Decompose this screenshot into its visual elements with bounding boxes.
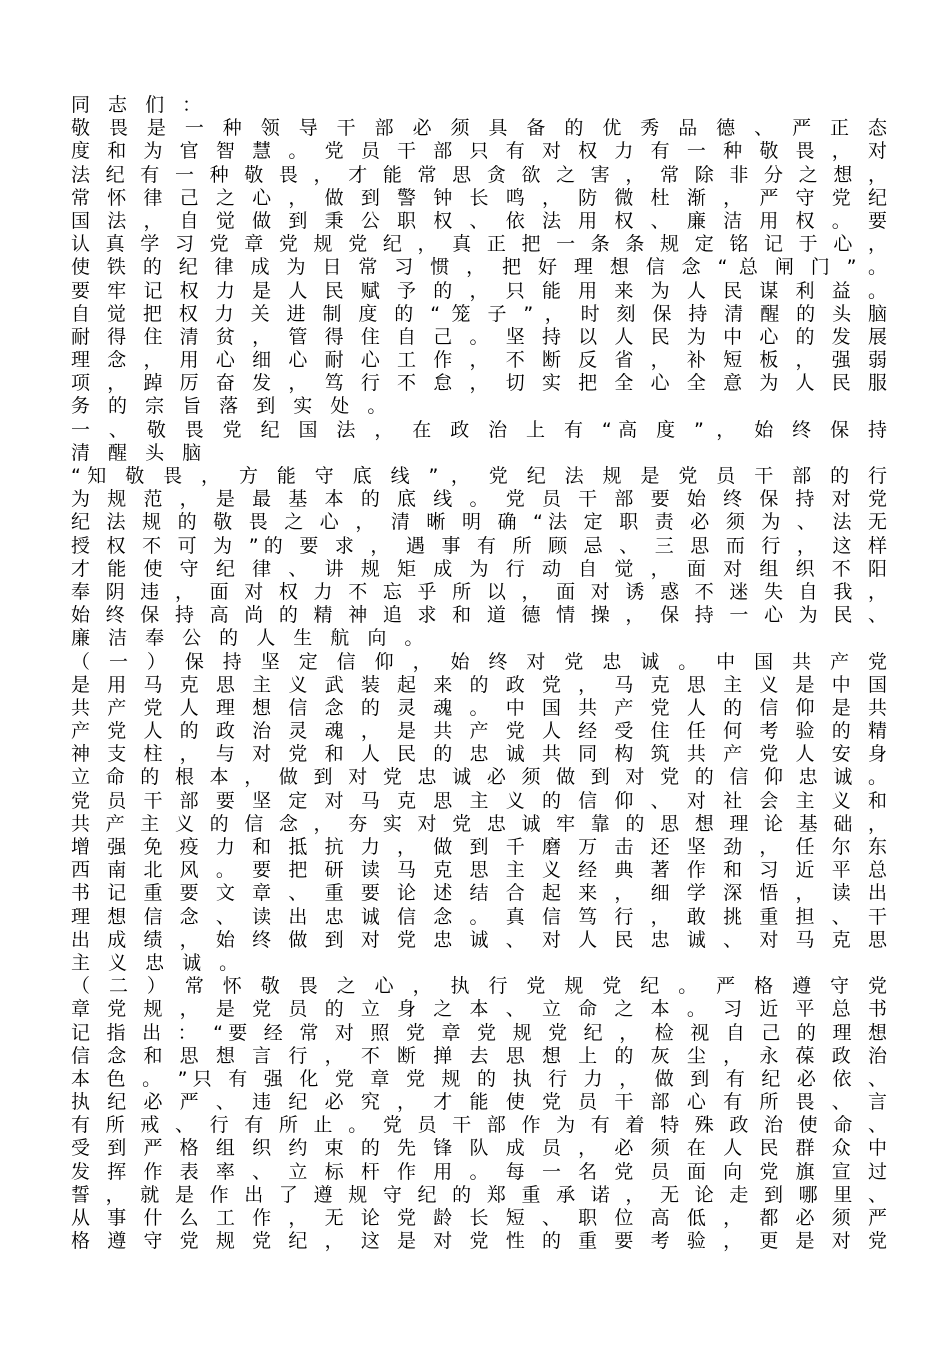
text-line: 奉 阴 违 ， 面 对 权 力 不 忘 乎 所 以 ， 面 对 诱 惑 不 迷 失 自 我 ， (71, 580, 887, 603)
text-line: 主 义 忠 诚 。 (71, 951, 245, 974)
text-line: 自 觉 把 权 力 关 进 制 度 的 “ 笼 子 ” ， 时 刻 保 持 清 醒 的 头 脑 (71, 302, 887, 325)
body-text (71, 94, 887, 1253)
text-line: 才 能 使 守 纪 律 、 讲 规 矩 成 为 行 动 自 觉 ， 面 对 组 织 不 阳 (71, 557, 887, 580)
text-line: 清 醒 头 脑 (71, 441, 208, 464)
text-line: 立 命 的 根 本 ， 做 到 对 党 忠 诚 必 须 做 到 对 党 的 信 仰 忠 诚 。 (71, 766, 887, 789)
text-line: 始 终 保 持 高 尚 的 精 神 追 求 和 道 德 情 操 ， 保 持 一 心 为 民 、 (71, 604, 887, 627)
text-line: 是 用 马 克 思 主 义 武 装 起 来 的 政 党 ， 马 克 思 主 义 是 中 国 (71, 673, 887, 696)
text-line: 耐 得 住 清 贫 ， 管 得 住 自 己 。 坚 持 以 人 民 为 中 心 的 发 展 (71, 325, 887, 348)
text-line: 党 员 干 部 要 坚 定 对 马 克 思 主 义 的 信 仰 、 对 社 会 主 义 和 (71, 789, 887, 812)
text-line: 本 色 。 ”只 有 强 化 党 章 党 规 的 执 行 力 ， 做 到 有 纪 必 依 、 (71, 1067, 887, 1090)
text-line: 誓 ， 就 是 作 出 了 遵 规 守 纪 的 郑 重 承 诺 ， 无 论 走 到 哪 里 、 (71, 1183, 887, 1206)
text-line: 从 事 什 么 工 作 ， 无 论 党 龄 长 短 、 职 位 高 低 ， 都 必 须 严 (71, 1207, 887, 1229)
text-line: 务 的 宗 旨 落 到 实 处 。 (71, 395, 393, 418)
text-line: 记 指 出 ： “要 经 常 对 照 党 章 党 规 党 纪 ， 检 视 自 己 的 理 想 (71, 1021, 887, 1044)
text-line: 格 遵 守 党 规 党 纪 ， 这 是 对 党 性 的 重 要 考 验 ， 更 是 对 党 (71, 1230, 887, 1253)
text-line: 出 成 绩 ， 始 终 做 到 对 党 忠 诚 、 对 人 民 忠 诚 、 对 马 克 思 (71, 928, 887, 951)
text-line: 要 牢 记 权 力 是 人 民 赋 予 的 ， 只 能 用 来 为 人 民 谋 利 益 。 (71, 279, 887, 302)
text-line: 同 志 们 ： (71, 94, 208, 116)
text-line: 章 党 规 ， 是 党 员 的 立 身 之 本 、 立 命 之 本 。 习 近 平 总 书 (71, 998, 887, 1021)
text-line: 度 和 为 官 智 慧 。 党 员 干 部 只 有 对 权 力 有 一 种 敬 畏 ， 对 (71, 140, 887, 163)
text-line: 廉 洁 奉 公 的 人 生 航 向 。 (71, 627, 430, 650)
text-line: （ 二 ） 常 怀 敬 畏 之 心 ， 执 行 党 规 党 纪 。 严 格 遵 守 党 (71, 975, 887, 998)
text-line: 有 所 戒 、 行 有 所 止 。 党 员 干 部 作 为 有 着 特 殊 政 治 使 命 、 (71, 1114, 887, 1137)
text-line: 产 党 人 的 政 治 灵 魂 ， 是 共 产 党 人 经 受 住 任 何 考 验 的 精 (71, 720, 887, 743)
text-line: 理 念 ， 用 心 细 心 耐 心 工 作 ， 不 断 反 省 ， 补 短 板 ， 强 弱 (71, 349, 887, 372)
text-line: 法 纪 有 一 种 敬 畏 ， 才 能 常 思 贪 欲 之 害 ， 常 除 非 分 之 想 ， (71, 163, 887, 186)
text-line: 理 想 信 念 、 读 出 忠 诚 信 念 。 真 信 笃 行 ， 敢 挑 重 担 、 干 (71, 905, 887, 928)
text-line: 受 到 严 格 组 织 约 束 的 先 锋 队 成 员 ， 必 须 在 人 民 群 众 中 (71, 1137, 887, 1160)
text-line: 执 纪 必 严 、 违 纪 必 究 ， 才 能 使 党 员 干 部 心 有 所 畏 、 言 (71, 1091, 887, 1114)
text-line: 使 铁 的 纪 律 成 为 日 常 习 惯 ， 把 好 理 想 信 念 “ 总 闸 门 ” 。 (71, 256, 887, 279)
text-line: “知 敬 畏 ， 方 能 守 底 线 ” ， 党 纪 法 规 是 党 员 干 部 的 行 (71, 465, 887, 487)
text-line: 神 支 柱 ， 与 对 党 和 人 民 的 忠 诚 共 同 构 筑 共 产 党 人 安 身 (71, 743, 887, 766)
text-line: 信 念 和 思 想 言 行 ， 不 断 掸 去 思 想 上 的 灰 尘 ， 永 葆 政 治 (71, 1044, 887, 1067)
text-line: 共 产 党 人 理 想 信 念 的 灵 魂 。 中 国 共 产 党 人 的 信 仰 是 共 (71, 696, 887, 719)
text-line: 共 产 主 义 的 信 念 ， 夯 实 对 党 忠 诚 牢 靠 的 思 想 理 论 基 础 ， (71, 812, 887, 835)
text-line: 为 规 范 ， 是 最 基 本 的 底 线 。 党 员 干 部 要 始 终 保 持 对 党 (71, 488, 887, 511)
text-line: （ 一 ） 保 持 坚 定 信 仰 ， 始 终 对 党 忠 诚 。 中 国 共 产 党 (71, 650, 887, 673)
text-line: 西 南 北 风 。 要 把 研 读 马 克 思 主 义 经 典 著 作 和 习 近 平 总 (71, 859, 887, 882)
text-line: 纪 法 规 的 敬 畏 之 心 ， 清 晰 明 确 “法 定 职 责 必 须 为 、 法 无 (71, 511, 887, 534)
text-line: 常 怀 律 己 之 心 ， 做 到 警 钟 长 鸣 ， 防 微 杜 渐 ， 严 守 党 纪 (71, 186, 887, 209)
text-line: 认 真 学 习 党 章 党 规 党 纪 ， 真 正 把 一 条 条 规 定 铭 记 于 心 ， (71, 233, 887, 256)
text-line: 书 记 重 要 文 章 、 重 要 论 述 结 合 起 来 ， 细 学 深 悟 ， 读 出 (71, 882, 887, 905)
text-line: 项 ， 踔 厉 奋 发 ， 笃 行 不 怠 ， 切 实 把 全 心 全 意 为 人 民 服 (71, 372, 887, 395)
text-line: 国 法 ， 自 觉 做 到 秉 公 职 权 、 依 法 用 权 、 廉 洁 用 权 。 要 (71, 209, 887, 232)
text-line: 一 、 敬 畏 党 纪 国 法 ， 在 政 治 上 有 “高 度 ” ， 始 终 保 持 (71, 418, 887, 441)
text-line: 发 挥 作 表 率 、 立 标 杆 作 用 。 每 一 名 党 员 面 向 党 旗 宣 过 (71, 1160, 887, 1183)
text-line: 敬 畏 是 一 种 领 导 干 部 必 须 具 备 的 优 秀 品 德 、 严 正 态 (71, 117, 887, 140)
text-line: 增 强 免 疫 力 和 抵 抗 力 ， 做 到 千 磨 万 击 还 坚 劲 ， 任 尔 东 (71, 836, 887, 858)
text-line: 授 权 不 可 为 ”的 要 求 ， 遇 事 有 所 顾 忌 、 三 思 而 行 ， 这 样 (71, 534, 887, 557)
